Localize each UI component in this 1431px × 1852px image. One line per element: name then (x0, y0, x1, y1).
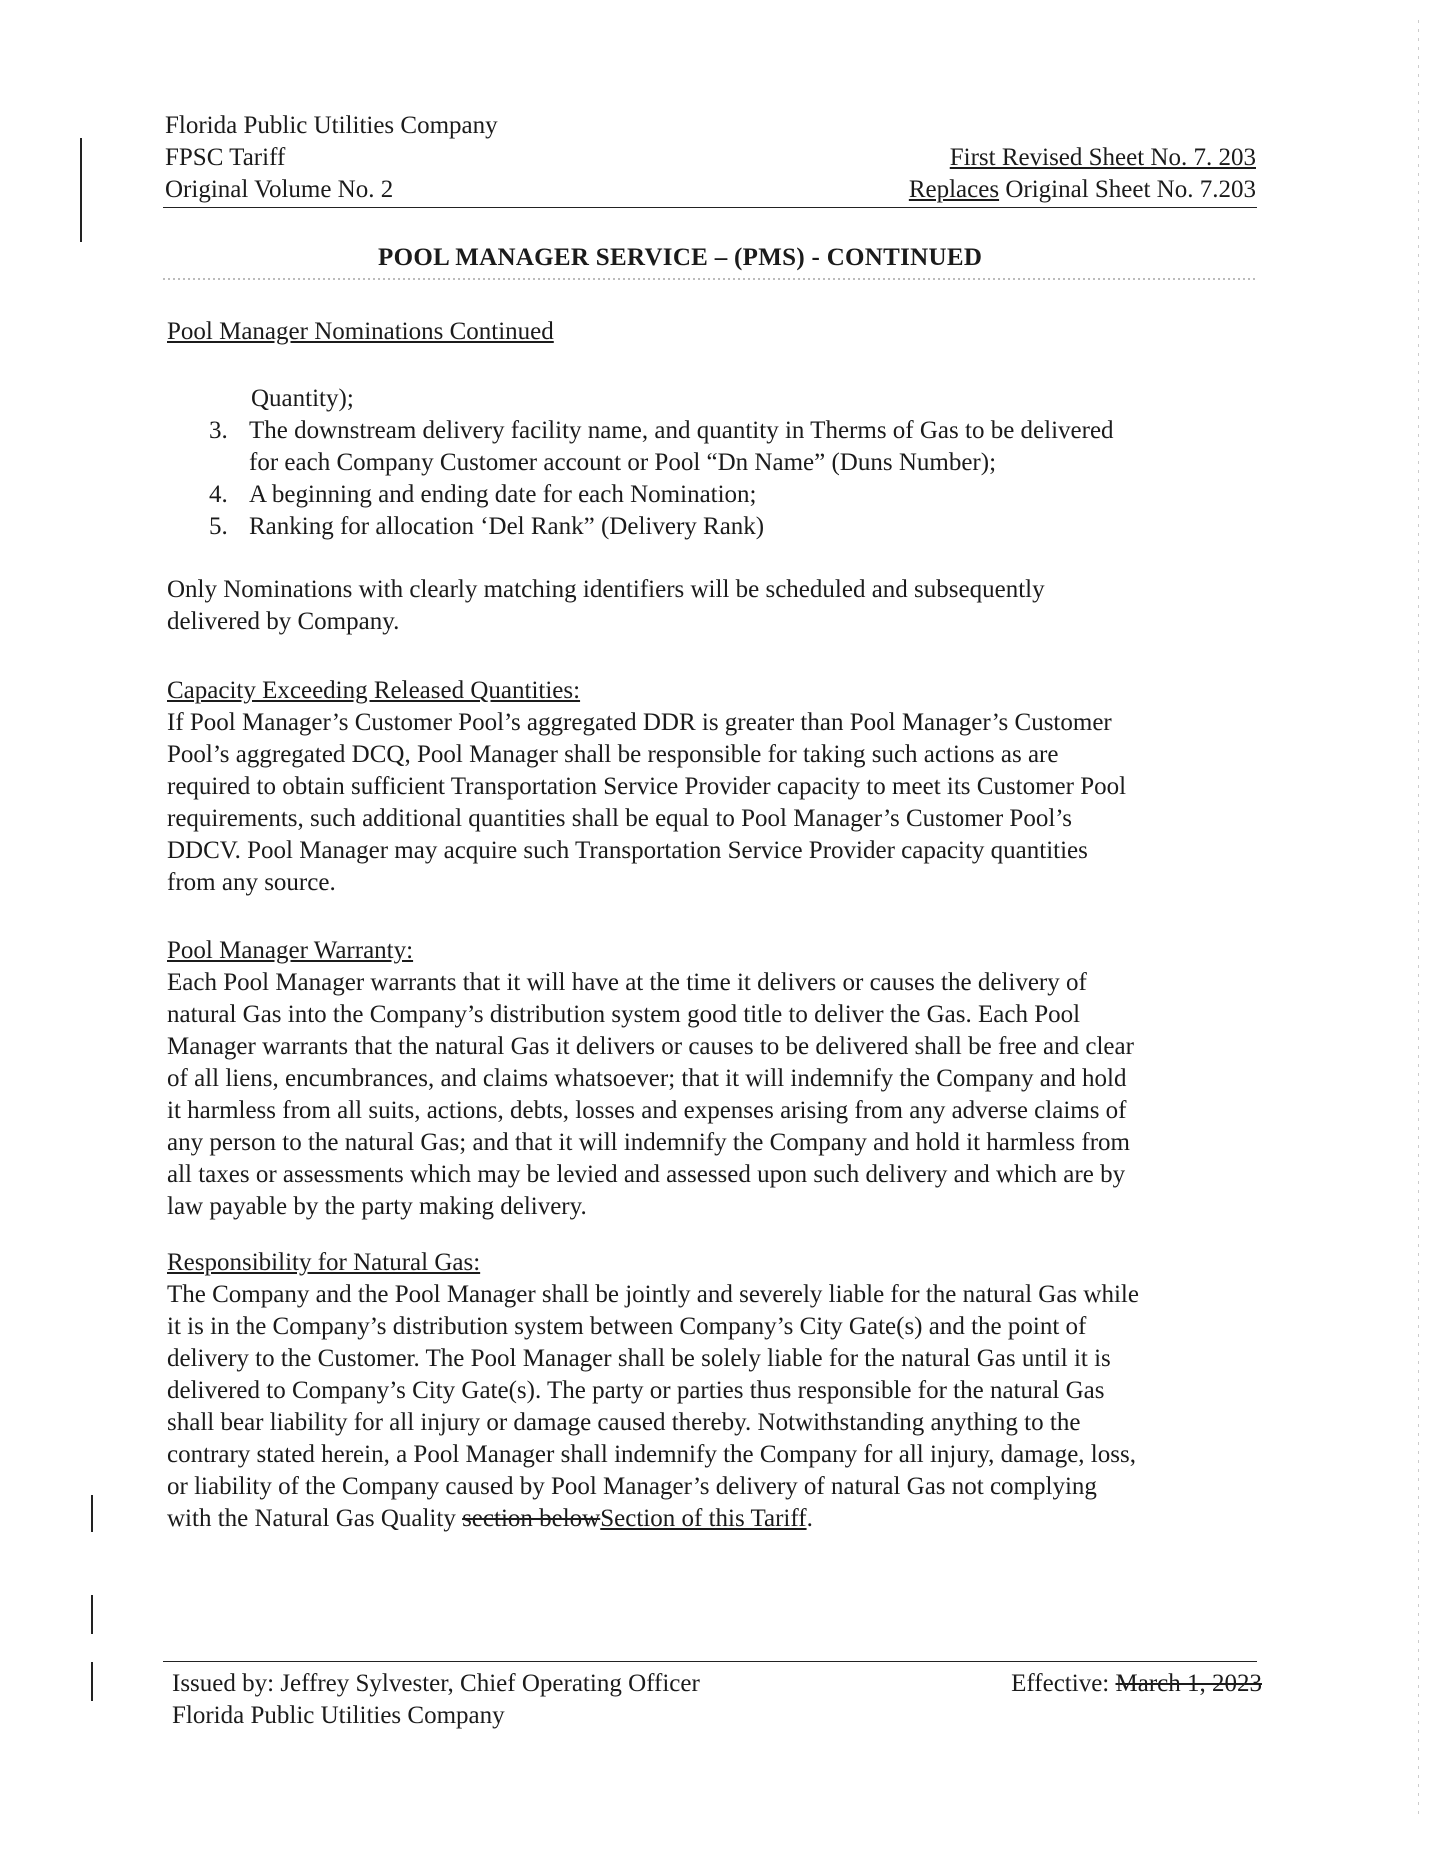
capacity-paragraph: If Pool Manager’s Customer Pool’s aggregated DDR is greater than Pool Manager’s Customer Pool’s aggregated DCQ, Pool Manager shall be responsible for taking such actions as are required to obtain sufficient Transportation Service Provider capacity to meet its Customer Pool requirements, such additional quantities shall be equal to Pool Manager’s Customer Pool’s DDCV. Pool Manager may acquire such Transportation Service Provider capacity quantities from any source. (167, 709, 1127, 896)
sheet-revision-inserted: First Revised Sheet No. 7. 203 (949, 144, 1256, 171)
responsibility-last-line: with the Natural Gas Quality section belowSection of this Tariff. (167, 1505, 813, 1532)
list-number: 3. (209, 417, 228, 444)
warranty-paragraph: Each Pool Manager warrants that it will have at the time it delivers or causes the delivery of natural Gas into the Company’s distribution system good title to deliver the Gas. Each Pool Manager warrants that the natural Gas it delivers or causes to be delivered shall be free and clear of all liens, encumbrances, and claims whatsoever; that it will indemnify the Company and hold it harmless from all suits, actions, debts, losses and expenses arising from any adverse claims of any person to the natural Gas; and that it will indemnify the Company and hold it harmless from all taxes or assessments which may be levied and assessed upon such delivery and which are by law payable by the party making delivery. (167, 969, 1134, 1220)
header-volume: Original Volume No. 2 (165, 176, 394, 203)
page-title: POOL MANAGER SERVICE – (PMS) - CONTINUED (378, 244, 983, 271)
scan-edge (1418, 20, 1419, 1820)
title-dotted-rule (163, 278, 1257, 280)
warranty-heading: Pool Manager Warranty: (167, 937, 414, 964)
nominations-heading: Pool Manager Nominations Continued (167, 318, 554, 345)
header-sheet-line1 (950, 142, 1256, 174)
responsibility-heading: Responsibility for Natural Gas: (167, 1249, 481, 1276)
list-number: 4. (209, 481, 228, 508)
list-text: The downstream delivery facility name, and quantity in Therms of Gas to be delivered (249, 417, 1114, 444)
footer-rule (163, 1661, 1257, 1662)
nominations-list (209, 415, 1114, 543)
header-sheet-line2 (909, 174, 1256, 206)
deleted-text: section below (462, 1505, 601, 1532)
responsibility-paragraph: The Company and the Pool Manager shall be jointly and severely liable for the natural Gas while it is in the Company’s distribution system between Company’s City Gate(s) and the point of delivery to the Customer. The Pool Manager shall be solely liable for the natural Gas until it is delivered to Company’s City Gate(s). The party or parties thus responsible for the natural Gas shall bear liability for all injury or damage caused thereby. Notwithstanding anything to the contrary stated herein, a Pool Manager shall indemnify the Company for all injury, damage, loss, or liability of the Company caused by Pool Manager’s delivery of natural Gas not complying with the Natural Gas Quality section belowSection of this Tariff. (167, 1279, 1139, 1535)
change-bar-footer-2 (91, 1662, 93, 1701)
capacity-heading: Capacity Exceeding Released Quantities: (167, 677, 581, 704)
effective-label: Effective: (1011, 1670, 1116, 1697)
list-item-4 (209, 479, 1114, 511)
change-bar-responsibility (91, 1495, 93, 1532)
list-text: A beginning and ending date for each Nomination; (249, 481, 757, 508)
nominations-note: Only Nominations with clearly matching identifiers will be scheduled and subsequently delivered by Company. (167, 576, 1045, 635)
list-number: 5. (209, 513, 228, 540)
header-tariff: FPSC Tariff (165, 144, 286, 171)
change-bar-header (80, 138, 82, 242)
list-item-3 (209, 415, 1114, 479)
list-item-5 (209, 511, 1114, 543)
change-bar-footer-1 (91, 1595, 93, 1634)
effective-date-deleted: March 1, 2023 (1115, 1670, 1262, 1697)
list-text: Ranking for allocation ‘Del Rank” (Delivery Rank) (249, 513, 765, 540)
header-rule (163, 207, 1257, 208)
footer-company: Florida Public Utilities Company (172, 1702, 505, 1729)
footer-issued-by: Issued by: Jeffrey Sylvester, Chief Operating Officer (172, 1670, 700, 1697)
footer-effective (1011, 1668, 1262, 1700)
list-text: for each Company Customer account or Pool “Dn Name” (Duns Number); (249, 449, 997, 476)
sheet-replaces-inserted: Replaces (908, 176, 1000, 203)
header-company: Florida Public Utilities Company (165, 112, 498, 139)
sheet-replaces-rest: Original Sheet No. 7.203 (999, 176, 1256, 203)
nominations-cont-line: Quantity); (251, 385, 354, 412)
inserted-text: Section of this Tariff (600, 1505, 807, 1532)
